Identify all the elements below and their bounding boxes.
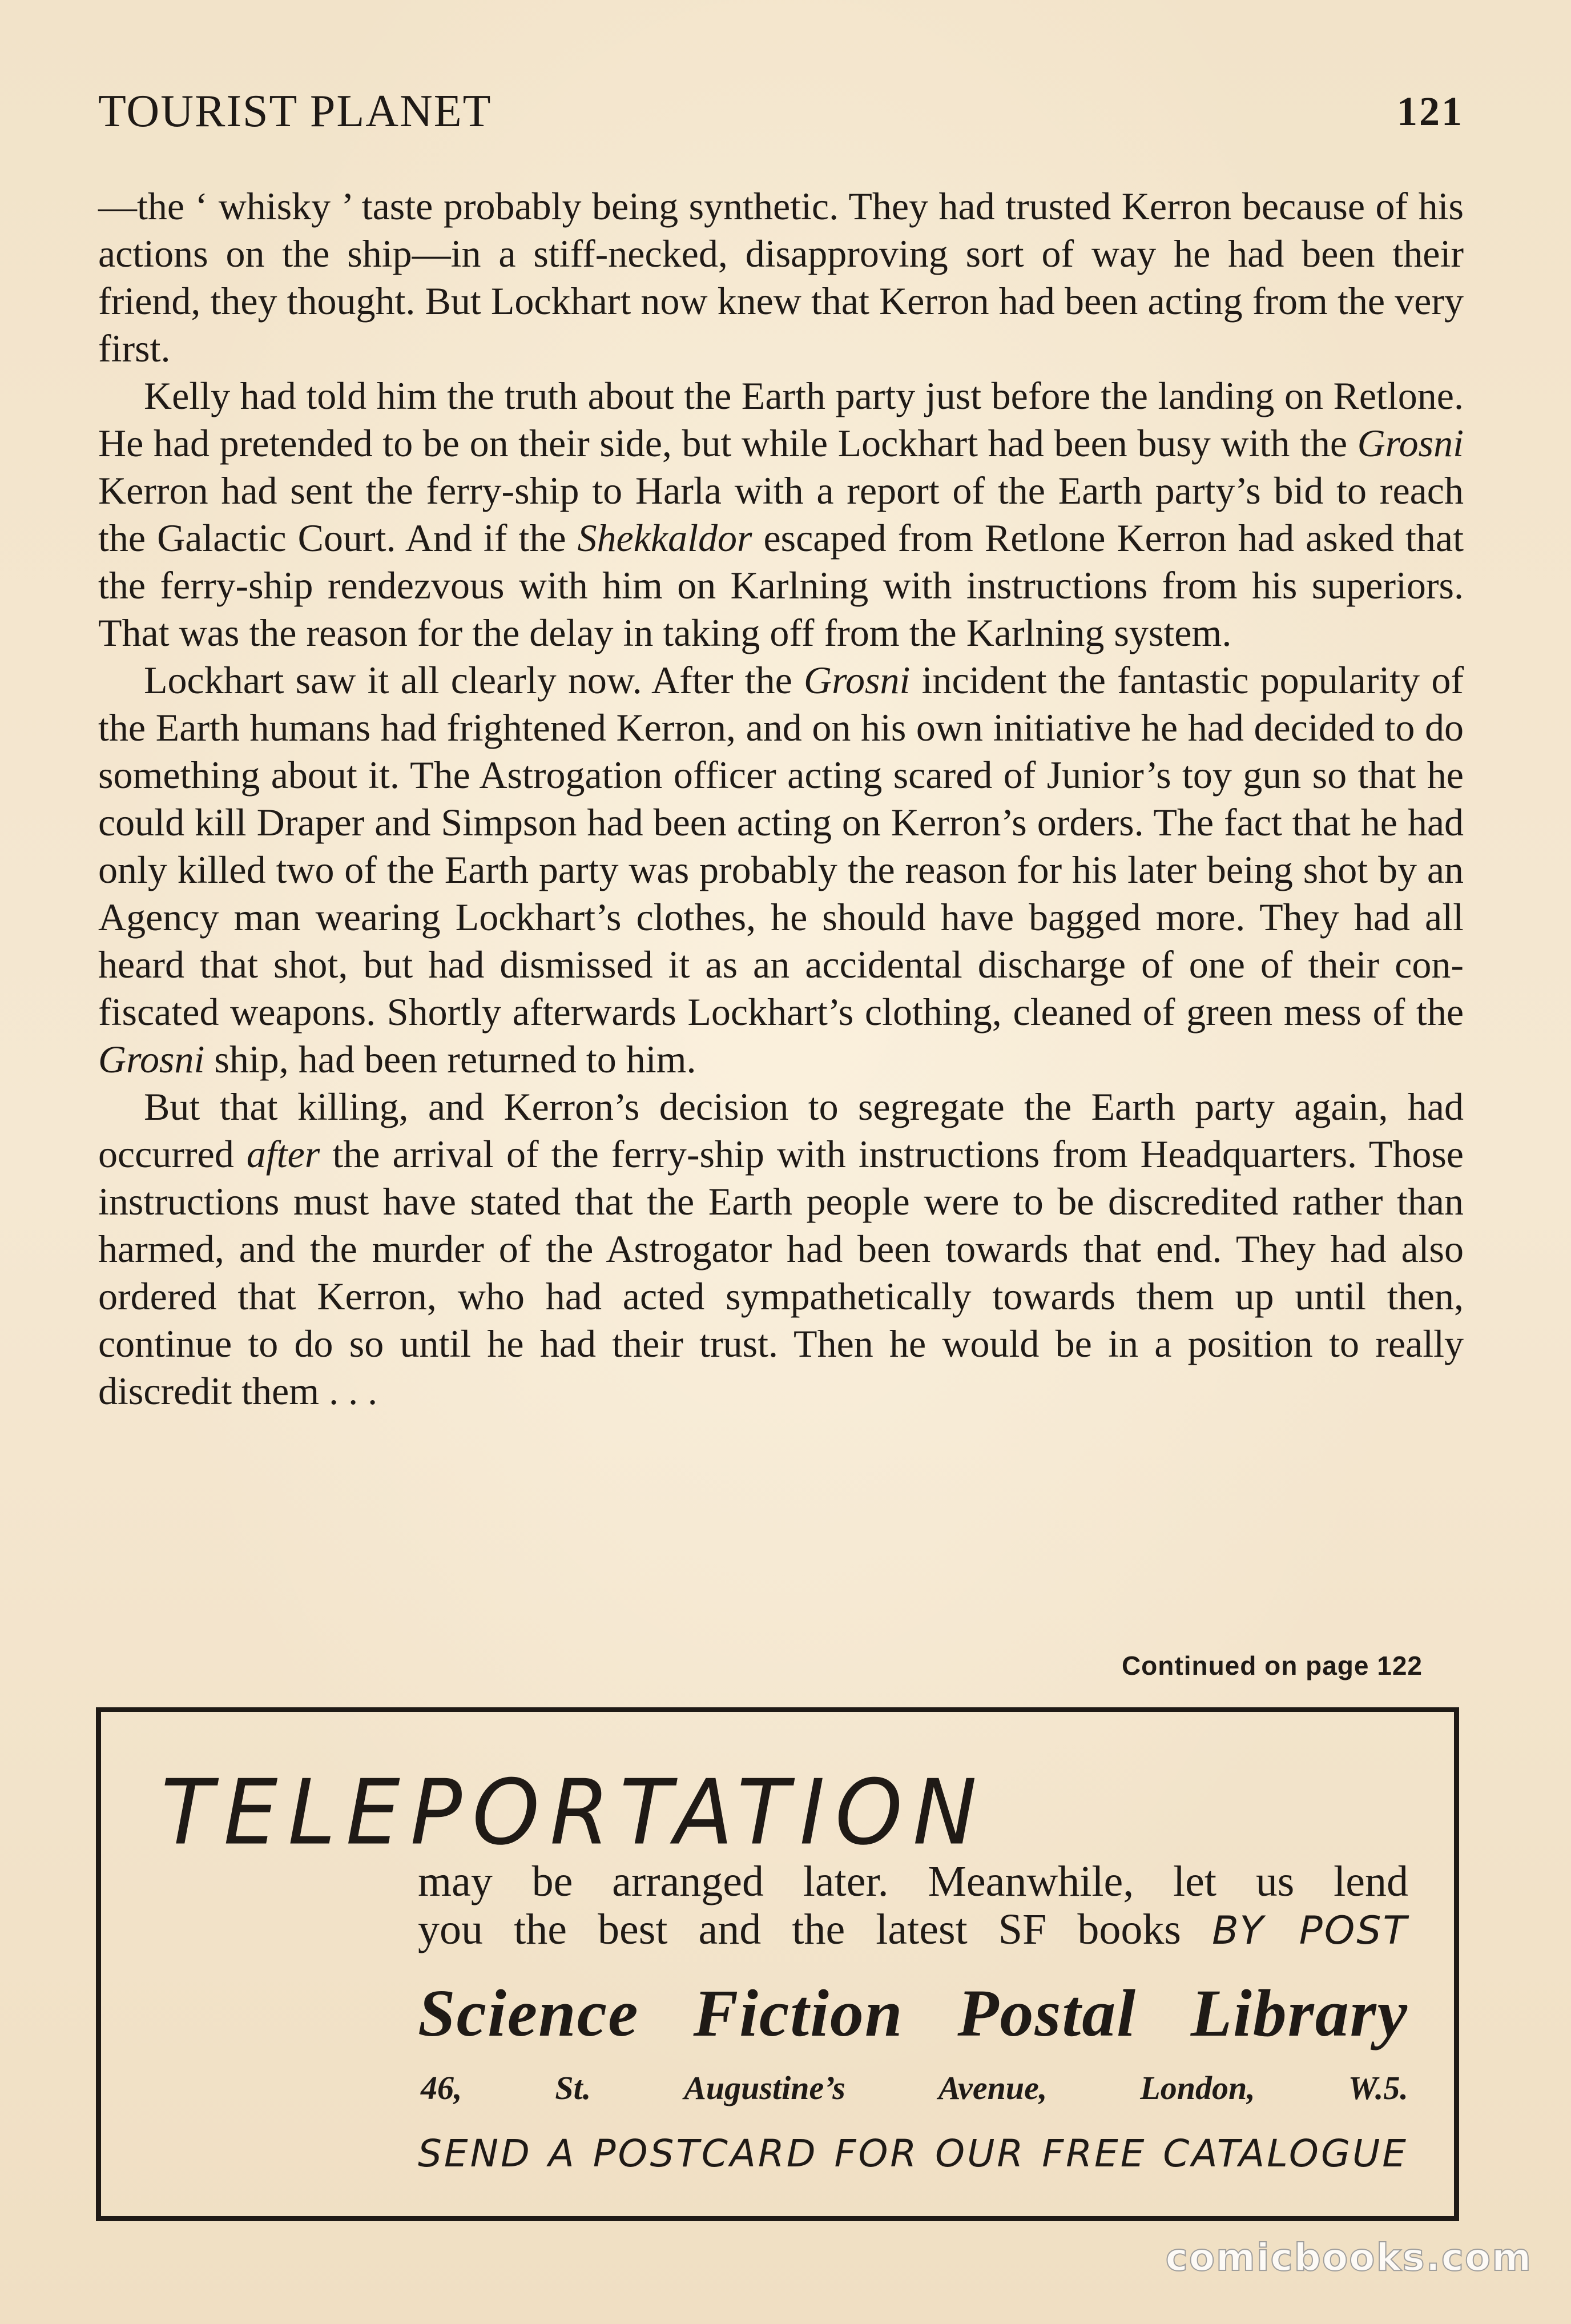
italic-run: Shekkaldor xyxy=(577,516,752,560)
text-run: Lockhart saw it all clearly now. After the xyxy=(144,658,804,702)
ad-address-part: London, xyxy=(1140,2069,1255,2106)
ad-subtext xyxy=(418,1857,1408,1955)
article-paragraph xyxy=(98,183,1464,372)
article-paragraph xyxy=(98,657,1464,1083)
text-run: ship, had been returned to him. xyxy=(204,1038,696,1081)
ad-address-part: W.5. xyxy=(1348,2069,1408,2106)
text-run: incident the fantastic popularity of the Earth humans had frightened Kerron, and on his own initiative he had decided to do something about it. The Astrogation officer acting scared of Junior’s toy gun so that he could kill Draper and Simpson had been acting on Kerron’s orders. The fact that he had only killed two of the Earth party was probably the reason for his later being shot by an Agency man wearing Lockhart’s clothes, he should have bagged more. They had all heard that shot, but had dismissed it as an accidental discharge of one of their confiscated weapons. Shortly afterwards Lockhart’s clothing, cleaned of green mess of the xyxy=(98,658,1464,1034)
running-head xyxy=(98,80,1464,143)
italic-run: Grosni xyxy=(98,1038,205,1081)
ad-subtext-line-2: you the best and the latest SF books xyxy=(418,1905,1213,1953)
italic-run: Grosni xyxy=(1357,421,1464,465)
ad-headline: TELEPORTATION xyxy=(161,1760,988,1865)
ad-subtext-line-1: may be arranged later. Meanwhile, let us lend xyxy=(418,1857,1408,1905)
ad-by-post: BY POST xyxy=(1212,1908,1408,1953)
page-number: 121 xyxy=(1397,88,1464,134)
ad-call-to-action: SEND A POSTCARD FOR OUR FREE CATALOGUE xyxy=(418,2132,1408,2176)
article-body xyxy=(98,183,1464,1415)
text-run: —the ‘ whisky ’ taste probably being synthetic. They had trusted Kerron because of his actions on the ship—in a stiff-necked, disapproving sort of way he had been their friend, they thought. But Lockhart now knew that Kerron had been acting from the very first. xyxy=(98,184,1464,370)
ad-address-part: Avenue, xyxy=(938,2069,1048,2106)
text-run: Kerron had sent the ferry-ship to Harla with a report of the Earth party’s bid to reach the Galactic Court. And if the xyxy=(98,469,1464,560)
ad-library-name: Science Fiction Postal Library xyxy=(418,1976,1408,2050)
text-run: Kelly had told him the truth about the Earth party just before the landing on Retlone. He had pretended to be on their side, but while Lockhart had been busy with the xyxy=(98,374,1464,465)
text-run: the arrival of the ferry-ship with instructions from Headquarters. Those instructions must have stated that the Earth people were to be discredited rather than harmed, and the murder of the Astrogator had been towards that end. They had also ordered that Kerron, who had acted sympathetically towards them up until then, continue to do so until he had their trust. Then he would be in a position to really discredit them . . . xyxy=(98,1132,1464,1413)
ad-address-part: 46, xyxy=(421,2069,462,2106)
continued-notice: Continued on page 122 xyxy=(1121,1651,1423,1680)
ad-address xyxy=(421,2069,1408,2107)
article-paragraph xyxy=(98,372,1464,657)
watermark-logo: comicbooks.com xyxy=(1165,2235,1532,2279)
italic-run: Grosni xyxy=(804,658,911,702)
article-paragraph xyxy=(98,1083,1464,1415)
advertisement-box xyxy=(96,1707,1459,2221)
ad-address-part: St. xyxy=(555,2069,591,2106)
running-head-title: TOURIST PLANET xyxy=(98,86,492,136)
text-run: escaped from Retlone Kerron had asked that the ferry-ship rendezvous with him on Karlning with instructions from his superiors. That was the reason for the delay in taking off from the Karlning system. xyxy=(98,516,1464,654)
ad-address-part: Augustine’s xyxy=(684,2069,845,2106)
italic-run: after xyxy=(246,1132,320,1176)
text-run: But that killing, and Kerron’s decision to segregate the Earth party again, had occurred xyxy=(98,1085,1464,1176)
